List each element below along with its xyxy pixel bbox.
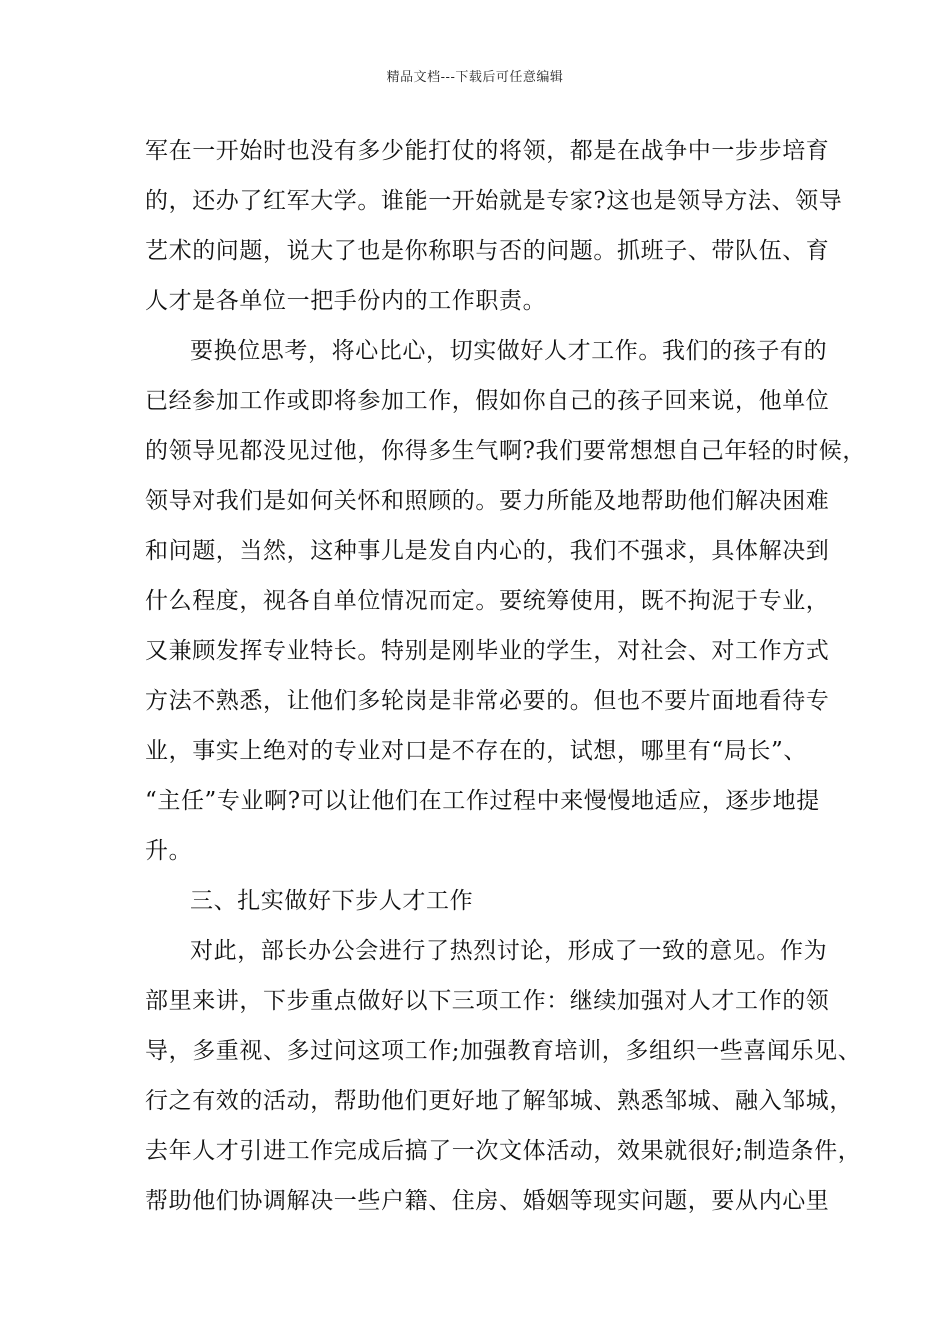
text-line: “主任”专业啊?可以让他们在工作过程中来慢慢地适应，逐步地提	[145, 788, 820, 814]
page-header: 精品文档---下载后可任意编辑	[386, 70, 564, 85]
text-line: 艺术的问题，说大了也是你称职与否的问题。抓班子、带队伍、育	[145, 238, 830, 264]
text-line: 导，多重视、多过问这项工作;加强教育培训，多组织一些喜闻乐见、	[145, 1038, 862, 1064]
text-line: 人才是各单位一把手份内的工作职责。	[145, 288, 547, 314]
text-line: 要换位思考，将心比心，切实做好人才工作。我们的孩子有的	[190, 338, 828, 364]
text-line: 的，还办了红军大学。谁能一开始就是专家?这也是领导方法、领导	[145, 188, 843, 214]
section-heading: 三、扎实做好下步人才工作	[190, 888, 474, 914]
text-line: 部里来讲，下步重点做好以下三项工作：继续加强对人才工作的领	[145, 988, 830, 1014]
text-line: 升。	[145, 838, 193, 864]
text-line: 已经参加工作或即将参加工作，假如你自己的孩子回来说，他单位	[145, 388, 830, 414]
text-line: 的领导见都没见过他，你得多生气啊?我们要常想想自己年轻的时候，	[145, 438, 866, 464]
text-line: 军在一开始时也没有多少能打仗的将领，都是在战争中一步步培育	[145, 138, 830, 164]
text-line: 和问题，当然，这种事儿是发自内心的，我们不强求，具体解决到	[145, 538, 830, 564]
text-line: 帮助他们协调解决一些户籍、住房、婚姻等现实问题，要从内心里	[145, 1188, 830, 1214]
text-line: 领导对我们是如何关怀和照顾的。要力所能及地帮助他们解决困难	[145, 488, 830, 514]
text-line: 方法不熟悉，让他们多轮岗是非常必要的。但也不要片面地看待专	[145, 688, 830, 714]
text-line: 业，事实上绝对的专业对口是不存在的，试想，哪里有“局长”、	[145, 738, 807, 764]
text-line: 对此，部长办公会进行了热烈讨论，形成了一致的意见。作为	[190, 938, 828, 964]
text-line: 去年人才引进工作完成后搞了一次文体活动，效果就很好;制造条件，	[145, 1138, 862, 1164]
text-line: 又兼顾发挥专业特长。特别是刚毕业的学生，对社会、对工作方式	[145, 638, 830, 664]
text-line: 行之有效的活动，帮助他们更好地了解邹城、熟悉邹城、融入邹城，	[145, 1088, 853, 1114]
text-line: 什么程度，视各自单位情况而定。要统筹使用，既不拘泥于专业，	[145, 588, 830, 614]
